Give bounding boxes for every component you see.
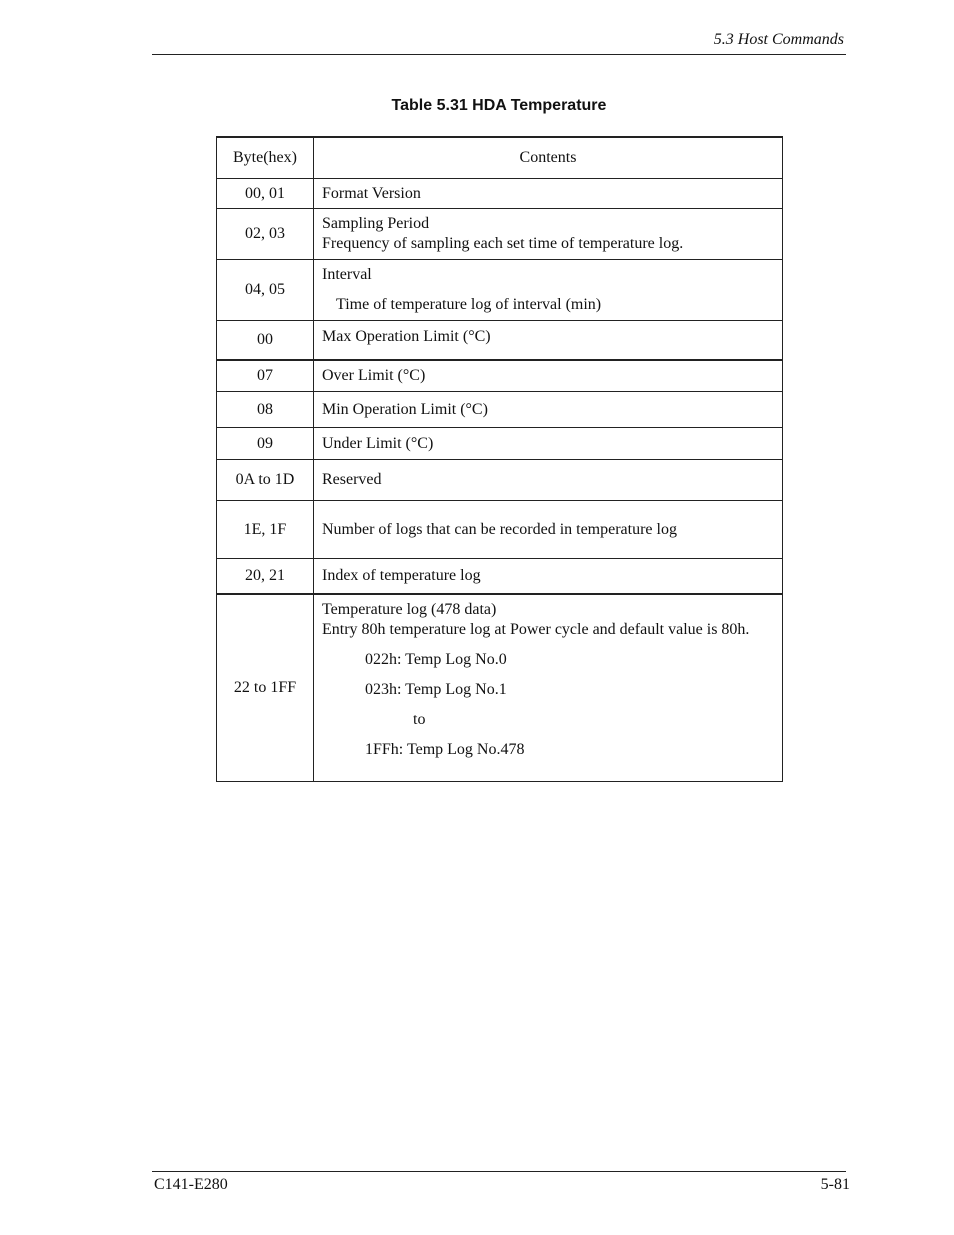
contents-cell bbox=[314, 460, 783, 501]
table-row bbox=[217, 501, 783, 559]
table-header-row bbox=[217, 137, 783, 179]
contents-line: Index of temperature log bbox=[322, 566, 481, 584]
table-row bbox=[217, 209, 783, 260]
table-row bbox=[217, 321, 783, 360]
hda-temperature-table bbox=[216, 136, 783, 782]
table-row bbox=[217, 260, 783, 321]
contents-cell bbox=[314, 360, 783, 392]
contents-cell bbox=[314, 179, 783, 209]
log-entry-line: 023h: Temp Log No.1 bbox=[365, 680, 507, 698]
byte-cell: 0A to 1D bbox=[217, 460, 314, 501]
contents-line: Reserved bbox=[322, 471, 382, 488]
contents-line: Number of logs that can be recorded in temperature log bbox=[322, 520, 677, 538]
document-id: C141-E280 bbox=[154, 1176, 228, 1193]
contents-line: Time of temperature log of interval (min) bbox=[336, 296, 602, 313]
log-entry-line: 1FFh: Temp Log No.478 bbox=[365, 740, 525, 758]
byte-cell: 00 bbox=[217, 321, 314, 360]
byte-cell: 00, 01 bbox=[217, 179, 314, 209]
table-row bbox=[217, 428, 783, 460]
page-number: 5-81 bbox=[820, 1176, 850, 1193]
byte-cell: 20, 21 bbox=[217, 559, 314, 594]
contents-line: Frequency of sampling each set time of temperature log. bbox=[322, 235, 684, 252]
contents-line: Over Limit (°C) bbox=[322, 366, 426, 384]
byte-cell: 07 bbox=[217, 360, 314, 392]
byte-cell: 08 bbox=[217, 392, 314, 428]
contents-cell bbox=[314, 501, 783, 559]
contents-line: Max Operation Limit (°C) bbox=[322, 328, 491, 345]
contents-line: Sampling Period bbox=[322, 215, 430, 232]
footer-rule bbox=[152, 1171, 846, 1172]
contents-cell bbox=[314, 594, 783, 782]
table-row bbox=[217, 392, 783, 428]
contents-line: Temperature log (478 data) bbox=[322, 600, 497, 618]
header-rule bbox=[152, 54, 846, 55]
log-entry-line: 022h: Temp Log No.0 bbox=[365, 650, 507, 668]
byte-column-header: Byte(hex) bbox=[217, 137, 314, 179]
contents-cell bbox=[314, 392, 783, 428]
table-row bbox=[217, 179, 783, 209]
contents-line: Under Limit (°C) bbox=[322, 434, 434, 452]
contents-line: Interval bbox=[322, 266, 372, 283]
contents-line: Format Version bbox=[322, 184, 421, 202]
byte-cell: 02, 03 bbox=[217, 209, 314, 260]
byte-cell: 22 to 1FF bbox=[217, 594, 314, 782]
table-row bbox=[217, 460, 783, 501]
byte-cell: 1E, 1F bbox=[217, 501, 314, 559]
table-row bbox=[217, 594, 783, 782]
contents-cell bbox=[314, 428, 783, 460]
byte-cell: 04, 05 bbox=[217, 260, 314, 321]
contents-cell bbox=[314, 209, 783, 260]
contents-cell bbox=[314, 321, 783, 360]
contents-cell bbox=[314, 260, 783, 321]
running-header: 5.3 Host Commands bbox=[713, 31, 844, 48]
table-row bbox=[217, 559, 783, 594]
log-range-to: to bbox=[413, 710, 426, 728]
contents-line: Entry 80h temperature log at Power cycle and default value is 80h. bbox=[322, 620, 750, 638]
contents-line: Min Operation Limit (°C) bbox=[322, 400, 488, 418]
contents-cell bbox=[314, 559, 783, 594]
contents-column-header: Contents bbox=[314, 137, 783, 179]
byte-cell: 09 bbox=[217, 428, 314, 460]
table-title: Table 5.31 HDA Temperature bbox=[391, 97, 607, 114]
table-row bbox=[217, 360, 783, 392]
